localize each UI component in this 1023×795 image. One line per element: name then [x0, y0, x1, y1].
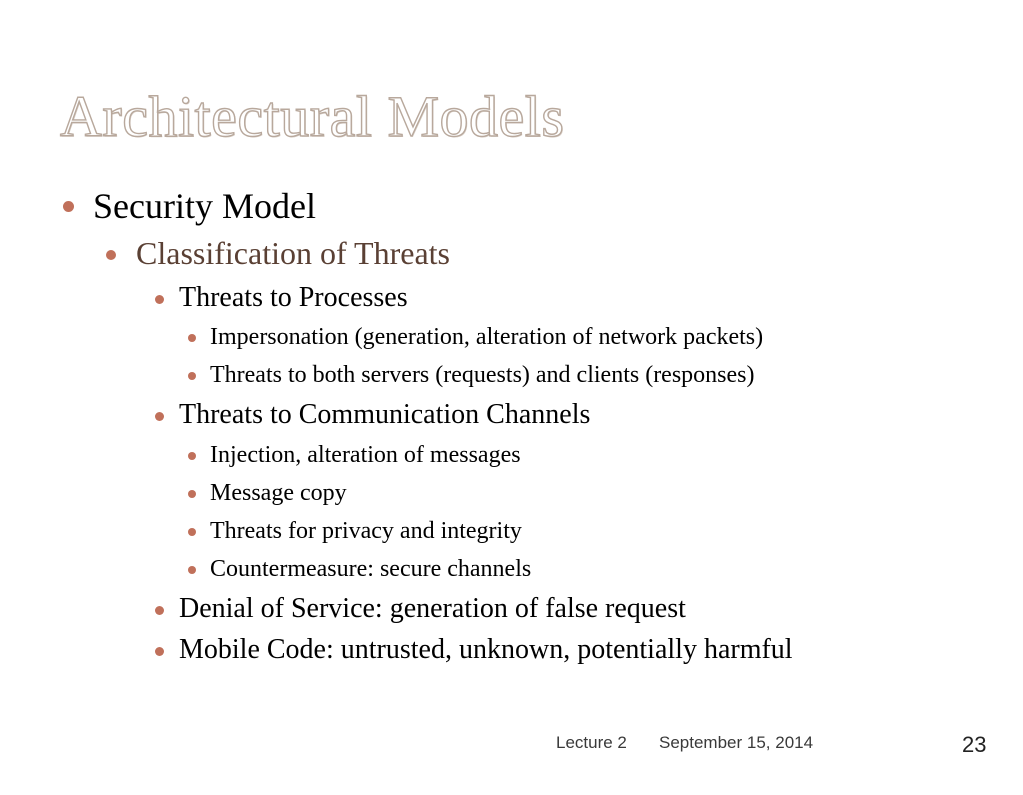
bullet-dot [188, 334, 196, 342]
bullet-dot [155, 647, 164, 656]
bullet-item-level3: Threats to Processes [179, 282, 408, 313]
footer-date: September 15, 2014 [659, 733, 814, 752]
bullet-item-level4: Countermeasure: secure channels [210, 556, 532, 582]
bullet-item-level3: Denial of Service: generation of false request [179, 593, 686, 624]
bullet-dot [188, 566, 196, 574]
bullet-dot [188, 528, 196, 536]
footer-lecture: Lecture 2 [556, 733, 627, 752]
bullet-item-level3: Threats to Communication Channels [179, 399, 591, 430]
bullet-item-level3: Mobile Code: untrusted, unknown, potentially harmful [179, 634, 793, 665]
bullet-dot [188, 490, 196, 498]
bullet-dot [188, 372, 196, 380]
bullet-dot [155, 295, 164, 304]
bullet-item-level4: Impersonation (generation, alteration of network packets) [210, 324, 764, 350]
bullet-dot [155, 606, 164, 615]
bullet-item-level4: Message copy [210, 480, 347, 506]
bullet-dot [155, 412, 164, 421]
bullet-dot [63, 201, 74, 212]
page-number: 23 [962, 732, 987, 757]
bullet-item-level1: Security Model [93, 186, 316, 226]
slide-title: Architectural Models [60, 84, 565, 149]
bullet-item-level4: Threats for privacy and integrity [210, 518, 522, 544]
bullet-dot [188, 452, 196, 460]
bullet-item-level4: Injection, alteration of messages [210, 442, 521, 468]
bullet-item-level4: Threats to both servers (requests) and clients (responses) [210, 362, 755, 388]
bullet-dot [106, 250, 116, 260]
bullet-item-level2: Classification of Threats [136, 235, 450, 271]
